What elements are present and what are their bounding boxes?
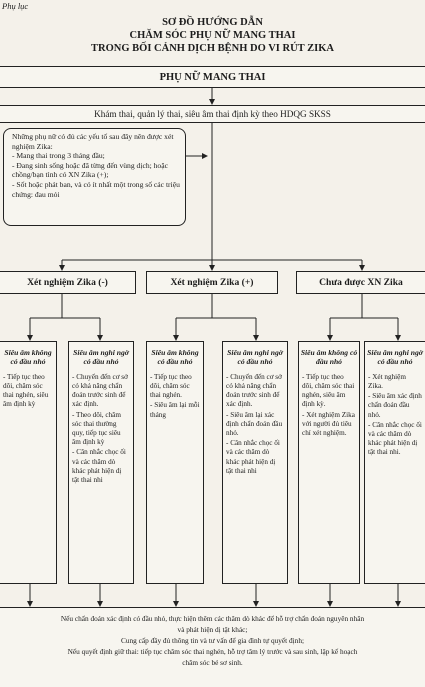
footer-line: và phát hiện dị tật khác; <box>177 625 248 634</box>
subcolumn-heading: Siêu âm không có đầu nhỏ <box>300 348 358 367</box>
antenatal-care-label: Khám thai, quản lý thai, siêu âm thai định kỳ theo HDQG SKSS <box>94 109 331 119</box>
branch-zika-positive <box>146 271 278 294</box>
criteria-item: - Sốt hoặc phát ban, và có ít nhất một trong số các triệu chứng: đau mỏi <box>12 179 180 199</box>
subcolumn-positive-no-microcephaly <box>146 341 204 584</box>
subcolumn-heading: Siêu âm nghi ngờ có đầu nhỏ <box>367 348 423 367</box>
title-line-2: CHĂM SÓC PHỤ NỮ MANG THAI <box>129 30 296 41</box>
subcolumn-item: - Tiếp tục theo dõi, chăm sóc thai nghén. <box>150 372 192 400</box>
branch-zika-negative <box>0 271 136 294</box>
subcolumn-item: - Chuyển đến cơ sở có khả năng chẩn đoán trước sinh để xác định. <box>72 372 128 409</box>
subcolumn-untested-no-microcephaly <box>298 341 360 584</box>
subcolumn-item: - Xét nghiệm Zika. <box>368 372 406 391</box>
title-line-1: SƠ ĐỒ HƯỚNG DẪN <box>162 17 263 28</box>
subcolumn-positive-suspected-microcephaly <box>222 341 288 584</box>
subcolumn-negative-suspected-microcephaly <box>68 341 134 584</box>
subcolumn-item: - Siêu âm lại xác định chẩn đoán đầu nhỏ. <box>226 410 283 438</box>
footer-line: chăm sóc bé sơ sinh. <box>182 658 243 667</box>
subcolumn-item: - Chuyển đến cơ sở có khả năng chẩn đoán trước sinh để xác định. <box>226 372 282 409</box>
subcolumn-heading: Siêu âm không có đầu nhỏ <box>151 348 199 367</box>
subcolumn-heading: Siêu âm nghi ngờ có đầu nhỏ <box>227 348 283 367</box>
footer-line: Cung cấp đầy đủ thông tin và tư vấn để gia đình tự quyết định; <box>120 636 304 645</box>
pregnant-women-node <box>0 66 425 88</box>
branch-label: Chưa được XN Zika <box>319 277 403 288</box>
footer-guidance-box <box>0 607 425 687</box>
subcolumn-item: - Tiếp tục theo dõi, chăm sóc thai nghén, siêu âm định kỳ <box>3 372 49 409</box>
criteria-intro: Những phụ nữ có đủ các yếu tố sau đây nên được xét nghiệm Zika: <box>12 132 174 151</box>
criteria-item: - Đang sinh sống hoặc đã từng đến vùng dịch; hoặc chồng/bạn tình có XN Zika (+); <box>12 160 168 180</box>
pregnant-women-label: PHỤ NỮ MANG THAI <box>159 71 266 83</box>
criteria-item: - Mang thai trong 3 tháng đầu; <box>12 151 105 161</box>
subcolumn-item: - Cân nhắc chọc ối và các thăm dò khác phát hiện dị tật thai nhi <box>72 448 126 485</box>
subcolumn-heading: Siêu âm nghi ngờ có đầu nhỏ <box>73 348 129 367</box>
subcolumn-item: - Theo dõi, chăm sóc thai thường quy, tiếp tục siêu âm định kỳ <box>72 410 121 447</box>
zika-testing-criteria-box <box>3 128 186 226</box>
branch-not-tested <box>296 271 425 294</box>
appendix-label: Phụ lục <box>2 1 29 11</box>
subcolumn-item: - Cân nhắc chọc ối và các thăm dò khác phát hiện dị tật thai nhi. <box>368 420 422 457</box>
subcolumn-item: - Tiếp tục theo dõi, chăm sóc thai nghén, siêu âm định kỳ. <box>302 372 355 409</box>
subcolumn-negative-no-microcephaly <box>0 341 57 584</box>
branch-label: Xét nghiệm Zika (+) <box>170 277 254 288</box>
subcolumn-untested-suspected-microcephaly <box>364 341 425 584</box>
footer-line: Nếu chẩn đoán xác định có đầu nhỏ, thực hiện thêm các thăm dò khác để hỗ trợ chẩn đoán nguyên nhân <box>60 614 365 623</box>
subcolumn-item: - Cân nhắc chọc ối và các thăm dò khác phát hiện dị tật thai nhi <box>226 439 280 475</box>
subcolumn-item: - Siêu âm xác định chẩn đoán đầu nhỏ. <box>368 392 422 419</box>
title-line-3: TRONG BỐI CẢNH DỊCH BỆNH DO VI RÚT ZIKA <box>91 43 334 54</box>
branch-label: Xét nghiệm Zika (-) <box>27 277 108 288</box>
footer-line: Nếu quyết định giữ thai: tiếp tục chăm sóc thai nghén, hỗ trợ tâm lý trước và sau sinh, lập kế hoạch <box>67 647 358 656</box>
subcolumn-item: - Xét nghiệm Zika với người đủ tiêu chí xét nghiệm. <box>302 410 355 438</box>
subcolumn-item: - Siêu âm lại mỗi tháng <box>150 401 200 419</box>
subcolumn-heading: Siêu âm không có đầu nhỏ <box>4 348 52 367</box>
antenatal-care-node <box>0 105 425 123</box>
